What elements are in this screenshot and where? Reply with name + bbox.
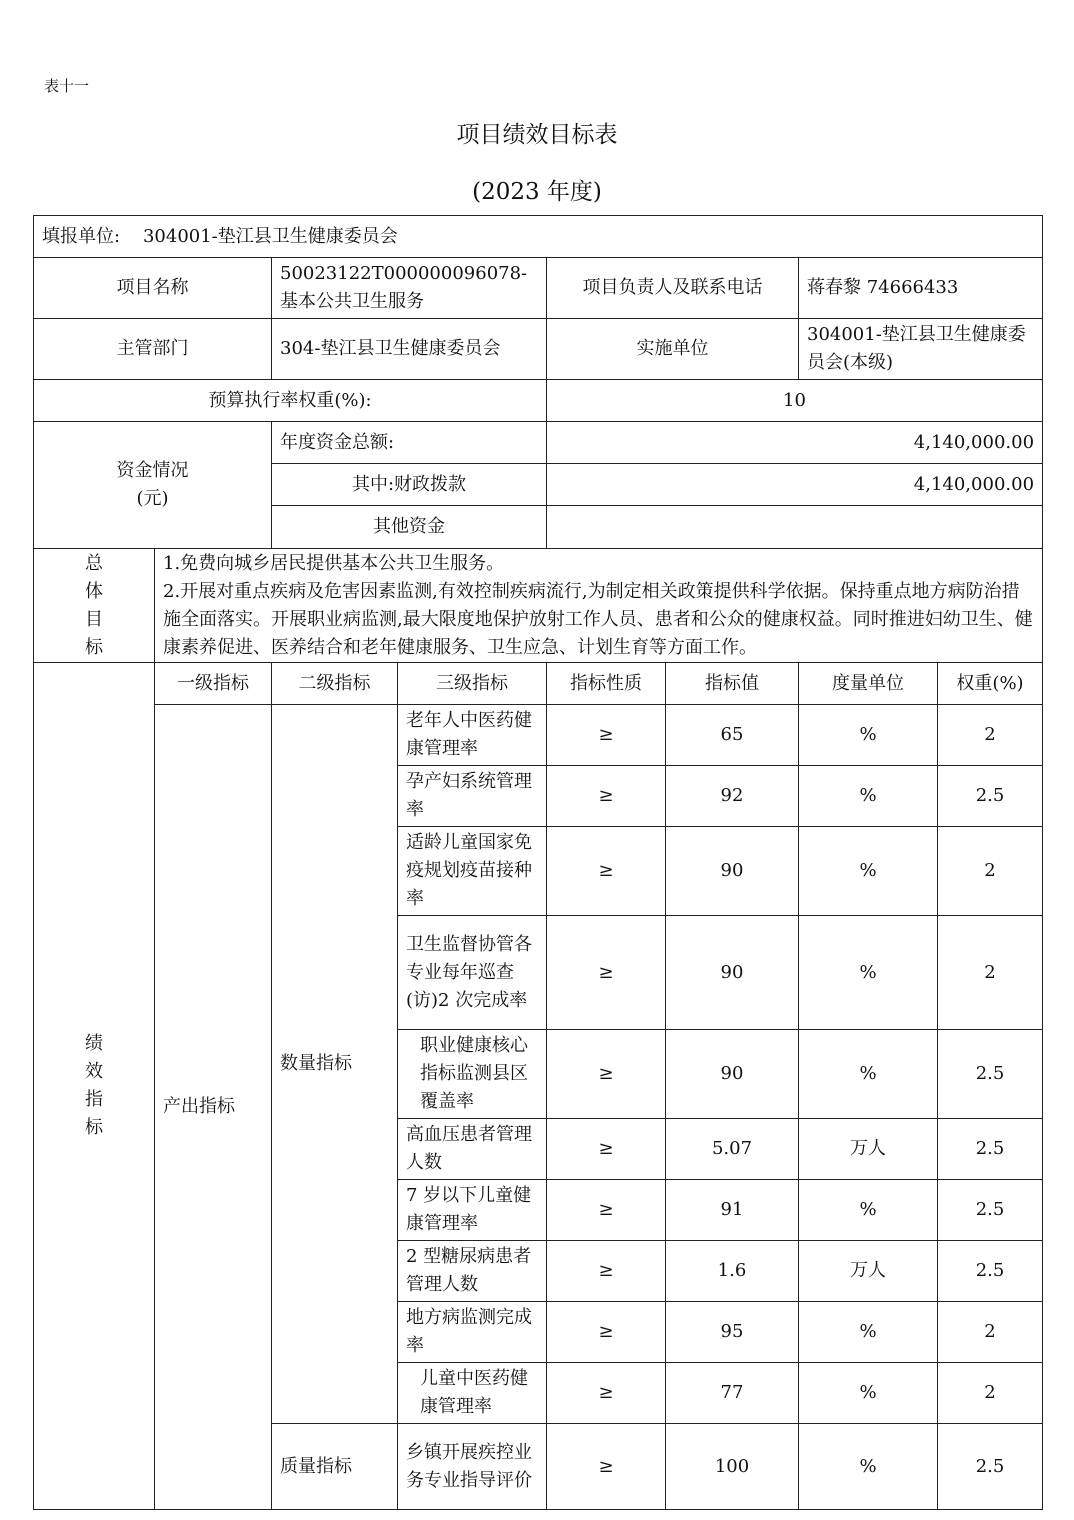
- indicator-operator: ≥: [547, 1180, 666, 1241]
- funds-other-label: 其他资金: [272, 506, 547, 549]
- overall-goal-row: [34, 549, 1043, 663]
- indicator-name: 地方病监测完成率: [398, 1302, 547, 1363]
- header-level1: 一级指标: [155, 663, 272, 705]
- indicator-label-char: 绩: [85, 1033, 103, 1054]
- indicator-operator: ≥: [547, 1030, 666, 1119]
- indicator-value: 92: [666, 766, 799, 827]
- project-owner-value: 蒋春黎 74666433: [799, 258, 1043, 319]
- indicator-operator: ≥: [547, 827, 666, 916]
- indicator-weight: 2: [938, 1302, 1043, 1363]
- funds-total-row: [34, 422, 1043, 464]
- indicator-value: 90: [666, 827, 799, 916]
- indicator-operator: ≥: [547, 1363, 666, 1424]
- project-name-value: 50023122T000000096078-基本公共卫生服务: [272, 258, 547, 319]
- indicator-unit: %: [799, 1424, 938, 1510]
- budget-rate-label: 预算执行率权重(%):: [34, 380, 547, 422]
- funds-label-line1: 资金情况: [116, 460, 189, 481]
- indicator-value: 5.07: [666, 1119, 799, 1180]
- header-level3: 三级指标: [398, 663, 547, 705]
- impl-unit-value: 304001-垫江县卫生健康委员会(本级): [799, 319, 1043, 380]
- dept-label: 主管部门: [34, 319, 272, 380]
- goal-label-char: 标: [85, 636, 103, 658]
- indicator-name: 老年人中医药健康管理率: [398, 705, 547, 766]
- indicator-label: [34, 663, 155, 1510]
- indicator-operator: ≥: [547, 1424, 666, 1510]
- project-owner-label: 项目负责人及联系电话: [547, 258, 799, 319]
- indicator-value: 77: [666, 1363, 799, 1424]
- header-unit: 度量单位: [799, 663, 938, 705]
- indicator-operator: ≥: [547, 766, 666, 827]
- indicator-weight: 2.5: [938, 1119, 1043, 1180]
- funds-fiscal-value: 4,140,000.00: [547, 464, 1043, 506]
- indicator-name: 卫生监督协管各专业每年巡查(访)2 次完成率: [398, 916, 547, 1030]
- indicator-unit: %: [799, 1180, 938, 1241]
- quantity-indicator-label: 数量指标: [272, 705, 398, 1424]
- project-name-row: [34, 258, 1043, 319]
- unit-cell: [34, 216, 1043, 258]
- header-value: 指标值: [666, 663, 799, 705]
- goal-label-char: 体: [85, 580, 103, 602]
- indicator-unit: %: [799, 766, 938, 827]
- indicator-row: [34, 705, 1043, 766]
- funds-label: [34, 422, 272, 549]
- indicator-name: 适龄儿童国家免疫规划疫苗接种率: [398, 827, 547, 916]
- funds-other-value: [547, 506, 1043, 549]
- indicator-header-row: [34, 663, 1043, 705]
- indicator-weight: 2: [938, 916, 1043, 1030]
- table-number: 表十一: [44, 77, 90, 95]
- indicator-weight: 2.5: [938, 1241, 1043, 1302]
- indicator-name: 孕产妇系统管理率: [398, 766, 547, 827]
- indicator-unit: %: [799, 916, 938, 1030]
- indicator-label-char: 标: [85, 1117, 103, 1138]
- funds-fiscal-label: 其中:财政拨款: [272, 464, 547, 506]
- indicator-operator: ≥: [547, 916, 666, 1030]
- header-nature: 指标性质: [547, 663, 666, 705]
- indicator-unit: %: [799, 705, 938, 766]
- goal-line-2: 2.开展对重点疾病及危害因素监测,有效控制疾病流行,为制定相关政策提供科学依据。保持重点地方病防治措施全面落实。开展职业病监测,最大限度地保护放射工作人员、患者和公众的健康权益。同时推进妇幼卫生、健康素养促进、医养结合和老年健康服务、卫生应急、计划生育等方面工作。: [163, 580, 1033, 658]
- performance-target-table: [33, 215, 1043, 1510]
- header-weight: 权重(%): [938, 663, 1043, 705]
- indicator-weight: 2: [938, 705, 1043, 766]
- indicator-label-char: 效: [85, 1061, 103, 1082]
- unit-value: 304001-垫江县卫生健康委员会: [142, 225, 398, 247]
- goal-label-char: 目: [85, 608, 103, 630]
- project-name-label: 项目名称: [34, 258, 272, 319]
- indicator-operator: ≥: [547, 1302, 666, 1363]
- indicator-name: 2 型糖尿病患者管理人数: [398, 1241, 547, 1302]
- indicator-unit: %: [799, 827, 938, 916]
- indicator-label-char: 指: [85, 1089, 103, 1110]
- indicator-weight: 2: [938, 1363, 1043, 1424]
- indicator-unit: 万人: [799, 1241, 938, 1302]
- budget-rate-row: [34, 380, 1043, 422]
- funds-total-value: 4,140,000.00: [547, 422, 1043, 464]
- indicator-value: 95: [666, 1302, 799, 1363]
- indicator-operator: ≥: [547, 1241, 666, 1302]
- document-year: (2023 年度): [472, 179, 602, 205]
- indicator-name: 职业健康核心指标监测县区覆盖率: [398, 1030, 547, 1119]
- dept-value: 304-垫江县卫生健康委员会: [272, 319, 547, 380]
- overall-goal-text: [155, 549, 1043, 663]
- indicator-operator: ≥: [547, 1119, 666, 1180]
- overall-goal-label: [34, 549, 155, 663]
- indicator-weight: 2.5: [938, 1424, 1043, 1510]
- indicator-unit: %: [799, 1030, 938, 1119]
- department-row: [34, 319, 1043, 380]
- indicator-name: 高血压患者管理人数: [398, 1119, 547, 1180]
- indicator-weight: 2: [938, 827, 1043, 916]
- indicator-unit: 万人: [799, 1119, 938, 1180]
- indicator-name: 乡镇开展疾控业务专业指导评价: [398, 1424, 547, 1510]
- header-level2: 二级指标: [272, 663, 398, 705]
- indicator-value: 90: [666, 916, 799, 1030]
- goal-line-1: 1.免费向城乡居民提供基本公共卫生服务。: [163, 552, 505, 574]
- budget-rate-value: 10: [547, 380, 1043, 422]
- indicator-value: 65: [666, 705, 799, 766]
- indicator-weight: 2.5: [938, 766, 1043, 827]
- indicator-value: 1.6: [666, 1241, 799, 1302]
- goal-label-char: 总: [85, 552, 103, 574]
- indicator-weight: 2.5: [938, 1180, 1043, 1241]
- indicator-unit: %: [799, 1363, 938, 1424]
- indicator-weight: 2.5: [938, 1030, 1043, 1119]
- indicator-value: 91: [666, 1180, 799, 1241]
- funds-total-label: 年度资金总额:: [272, 422, 547, 464]
- unit-label: 填报单位:: [42, 225, 121, 247]
- indicator-value: 90: [666, 1030, 799, 1119]
- indicator-unit: %: [799, 1302, 938, 1363]
- indicator-name: 儿童中医药健康管理率: [398, 1363, 547, 1424]
- level1-indicator: 产出指标: [155, 705, 272, 1510]
- quality-indicator-label: 质量指标: [272, 1424, 398, 1510]
- document-title: 项目绩效目标表: [456, 122, 618, 148]
- unit-row: [34, 216, 1043, 258]
- indicator-operator: ≥: [547, 705, 666, 766]
- impl-unit-label: 实施单位: [547, 319, 799, 380]
- indicator-name: 7 岁以下儿童健康管理率: [398, 1180, 547, 1241]
- indicator-value: 100: [666, 1424, 799, 1510]
- funds-label-line2: (元): [136, 488, 169, 509]
